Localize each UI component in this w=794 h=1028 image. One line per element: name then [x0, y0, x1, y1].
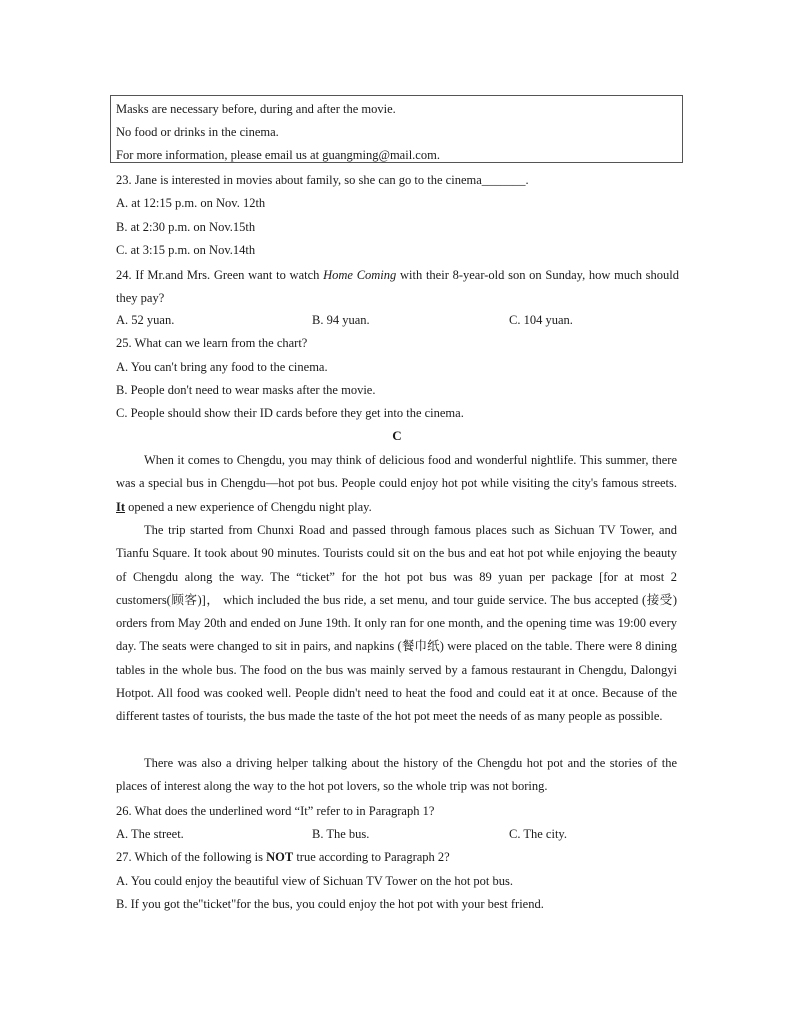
notice-line-food: No food or drinks in the cinema.	[116, 125, 279, 139]
question-26-option-c: C. The city.	[509, 827, 567, 841]
question-25-stem: 25. What can we learn from the chart?	[116, 336, 308, 350]
question-26-stem: 26. What does the underlined word “It” refer to in Paragraph 1?	[116, 804, 435, 818]
question-27-option-b: B. If you got the"ticket"for the bus, you could enjoy the hot pot with your best friend.	[116, 897, 544, 911]
question-26-option-a: A. The street.	[116, 827, 184, 841]
question-24-option-a: A. 52 yuan.	[116, 313, 175, 327]
cinema-notice-box	[110, 95, 683, 163]
notice-line-masks: Masks are necessary before, during and after the movie.	[116, 102, 396, 116]
question-24-option-c: C. 104 yuan.	[509, 313, 573, 327]
question-23-option-a: A. at 12:15 p.m. on Nov. 12th	[116, 196, 266, 210]
question-27-stem: 27. Which of the following is NOT true according to Paragraph 2?	[116, 850, 450, 864]
notice-line-email: For more information, please email us at guangming@mail.com.	[116, 148, 440, 162]
passage-paragraph-3: There was also a driving helper talking about the history of the Chengdu hot pot and the stories of the places of interest along the way to the hot pot lovers, so the whole trip was not boring.	[116, 756, 677, 794]
passage-paragraph-2: The trip started from Chunxi Road and passed through famous places such as Sichuan TV Tower, and Tianfu Square. It took about 90 minutes. Tourists could sit on the bus and eat hot pot while enjoying the beauty of Chengdu along the way. The “ticket” for the hot pot bus was 89 yuan per package [for at most 2 customers(顾客)]， which included the bus ride, a set menu, and tour guide service. The bus accepted (接受) orders from May 20th and ended on June 19th. It only ran for one month, and the opening time was 19:00 every day. The seats were changed to sit in pairs, and napkins (餐巾纸) were placed on the table. There were 8 dining tables in the whole bus. The food on the bus was mainly served by a famous restaurant in Chengdu, Dalongyi Hotpot. All food was cooked well. People didn't need to heat the food and could eat it at once. Because of the different tastes of tourists, the bus made the taste of the hot pot meet the needs of as many people as possible.	[116, 523, 677, 724]
question-25-option-a: A. You can't bring any food to the cinema.	[116, 360, 328, 374]
question-25-option-b: B. People don't need to wear masks after the movie.	[116, 383, 376, 397]
movie-title: Home Coming	[323, 268, 397, 282]
section-c-heading: C	[392, 428, 402, 443]
question-24-stem: 24. If Mr.and Mrs. Green want to watch Home Coming with their 8-year-old son on Sunday, how much should they pay?	[116, 268, 679, 306]
question-23-option-b: B. at 2:30 p.m. on Nov.15th	[116, 220, 256, 234]
question-23-option-c: C. at 3:15 p.m. on Nov.14th	[116, 243, 256, 257]
underlined-word-it: It	[116, 499, 126, 514]
question-27-option-a: A. You could enjoy the beautiful view of Sichuan TV Tower on the hot pot bus.	[116, 874, 514, 888]
question-24-option-b: B. 94 yuan.	[312, 313, 370, 327]
passage-paragraph-1: When it comes to Chengdu, you may think of delicious food and wonderful nightlife. This summer, there was a special bus in Chengdu—hot pot bus. People could enjoy hot pot while visiting the city's famous streets. It opened a new experience of Chengdu night play.	[116, 453, 677, 514]
question-23-stem: 23. Jane is interested in movies about family, so she can go to the cinema_______.	[116, 173, 529, 187]
question-25-option-c: C. People should show their ID cards before they get into the cinema.	[116, 406, 464, 420]
question-26-option-b: B. The bus.	[312, 827, 370, 841]
